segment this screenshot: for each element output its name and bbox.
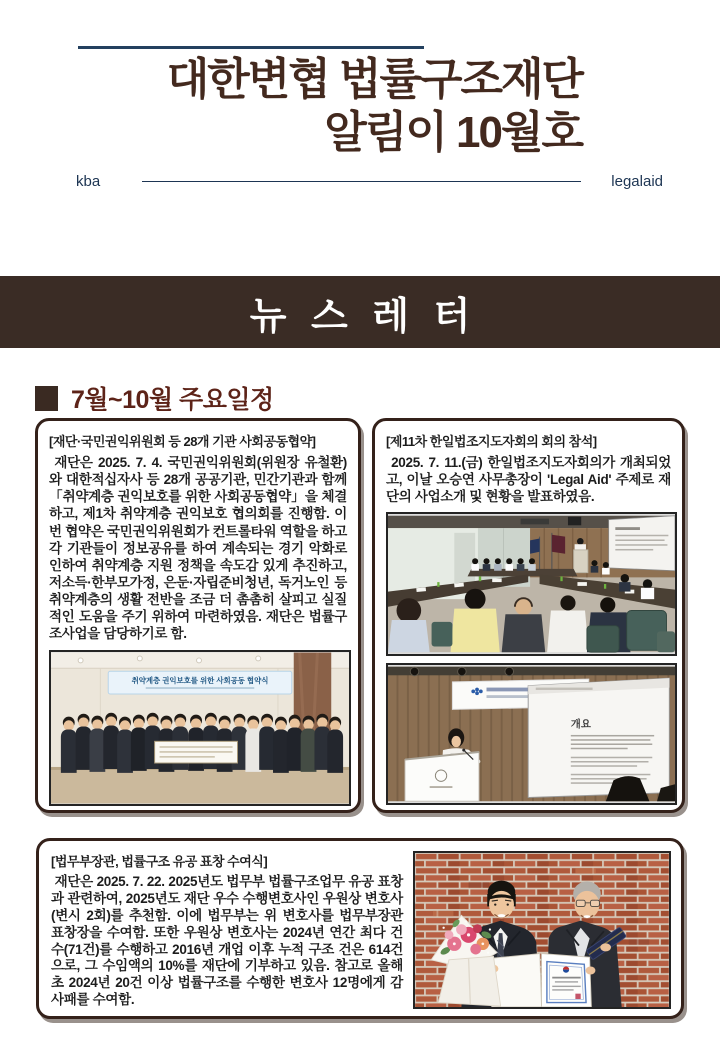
kba-wordmark: kba <box>76 173 101 190</box>
certificate-folder <box>489 954 596 1007</box>
presentation-photo <box>386 663 677 805</box>
ceiling-light <box>197 657 202 662</box>
event-banner-text: 취약계층 권익보호를 위한 사회공동 협약식 <box>131 675 269 685</box>
section-heading-text: 7월~10월 주요일정 <box>71 386 274 414</box>
masthead-mid-rule <box>142 181 581 183</box>
article-conference <box>372 418 685 813</box>
award-ceremony-photo <box>413 851 671 1009</box>
article-mou <box>35 418 361 813</box>
newsletter-banner <box>0 276 720 348</box>
article-award <box>36 838 684 1019</box>
glasses <box>576 900 585 906</box>
legalaid-wordmark: legalaid <box>611 173 663 190</box>
masthead-title <box>60 54 582 160</box>
podium <box>574 550 588 573</box>
article-conference-body: 2025. 7. 11.(금) 한일법조지도자회의가 개최되었고, 이날 오승연 사무총장이 'Legal Aid' 주제로 재단의 사업소개 및 현황을 발표하였음. <box>386 455 672 505</box>
group-photo <box>49 650 351 806</box>
section-heading <box>35 380 274 416</box>
conference-room-photo <box>386 512 677 656</box>
ceiling-light <box>410 668 419 677</box>
article-award-text-column <box>51 849 407 1008</box>
article-conference-title: [제11차 한일법조지도자회의 회의 참석] <box>386 434 597 449</box>
speaker-box <box>568 517 581 526</box>
ceiling-light <box>256 656 261 661</box>
signed-agreement-frame <box>155 741 238 763</box>
presentation-illustration <box>388 665 675 803</box>
masthead-top-rule <box>78 46 424 49</box>
article-mou-body: 재단은 2025. 7. 4. 국민권익위원회(위원장 유철환)와 대한적십자사 등 28개 공공기관, 민간기관과 함께 「취약계층 권익보호를 위한 사회공동협약」을 체결하고, 제1차 취약계층 권익보호 협의회를 진행함. 이번 협약은 국민권익위원회가 컨트롤타워 역할을 하고 각 기관들이 정보공유를 하여 계속되는 경기 악화로 인하여 취약계층 지원 정책을 속도감 있게 추진하고, 저소득·한부모가정, 은둔·자립준비청년, 독거노인 등 취약계층의 생활 전반을 조금 더 촘촘히 살피고 실질적인 도움을 주기 위하여 마련하였음. 재단은 법률구조사업을 담당하기로 함. <box>49 455 351 642</box>
hand <box>586 966 596 974</box>
ceiling-light <box>505 668 514 677</box>
article-award-body: 재단은 2025. 7. 22. 2025년도 법무부 법률구조업무 유공 표창과 관련하여, 2025년도 재단 우수 수행변호사인 우원상 변호사(변시 2회)를 추천함. 이에 법무부는 위 변호사를 법무부장관 표창장을 수여함. 또한 우원상 변호사는 2024년 연간 최다 건수(71건)를 수행하고 2016년 개업 이후 누적 구조 건은 614건으로, 그 수임액의 10%를 재단에 기부하고 있음. 참고로 올해 초 2024년 20건 이상 법률구조를 수행한 변호사 12명에게 감사패를 수여함. <box>51 874 407 1008</box>
projection-screen <box>609 516 675 571</box>
masthead-title-line2: 알림이 10월호 <box>324 107 582 157</box>
article-mou-title: [재단·국민권익위원회 등 28개 기관 사회공동협약] <box>49 434 316 449</box>
ceiling-light <box>137 656 142 661</box>
masthead-title-line1: 대한변협 법률구조재단 <box>166 55 582 104</box>
ceiling <box>388 667 675 676</box>
event-banner-sign <box>108 671 292 694</box>
projection-screen <box>528 679 669 798</box>
bullet-square-icon <box>35 386 58 411</box>
ceiling-light <box>78 657 83 662</box>
article-award-title: [법무부장관, 법률구조 유공 표창 수여식] <box>51 854 268 869</box>
red-seal <box>575 994 580 999</box>
newsletter-banner-text: 뉴 스 레 터 <box>249 295 478 338</box>
air-vent <box>521 519 549 525</box>
masthead-tag-row <box>76 173 663 190</box>
screen-heading-text: 개요 <box>570 719 591 731</box>
floor <box>51 767 349 804</box>
ceiling-light <box>458 668 467 677</box>
award-ceremony-illustration <box>415 853 669 1007</box>
conference-room-illustration <box>388 514 675 654</box>
hand <box>600 943 611 951</box>
group-photo-illustration <box>51 652 349 804</box>
